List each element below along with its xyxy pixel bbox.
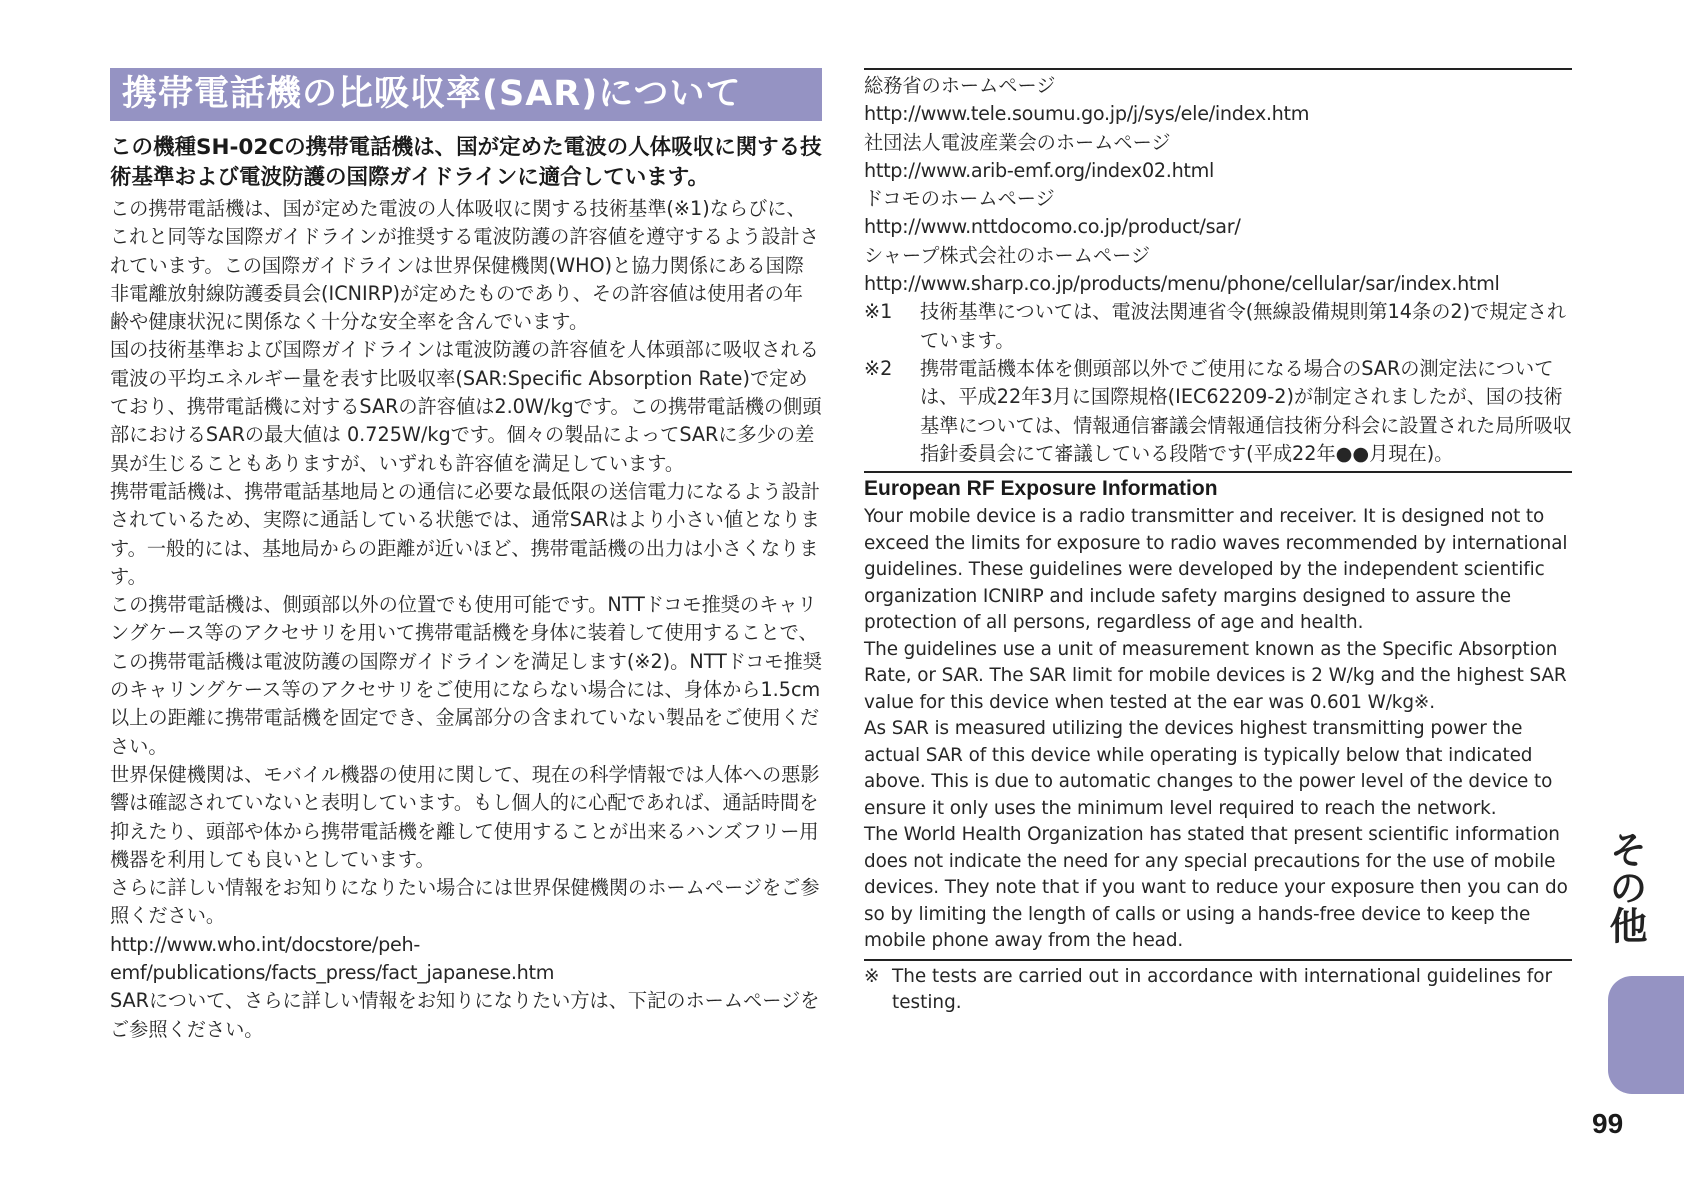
- link-label: ドコモのホームページ: [864, 187, 1055, 211]
- european-rf-section: [864, 471, 1572, 1017]
- link-url: http://www.tele.soumu.go.jp/j/sys/ele/index.htm: [864, 102, 1310, 126]
- link-label: 社団法人電波産業会のホームページ: [864, 130, 1171, 154]
- european-rf-body: [864, 504, 1572, 955]
- european-rf-heading: European RF Exposure Information: [864, 477, 1218, 501]
- footnote-mark: ※: [864, 965, 880, 987]
- en-paragraph: As SAR is measured utilizing the devices highest transmitting power the actual SAR of this device while operating is typically below that indicated above. This is due to automatic changes to the power level of the device to ensure it only uses the minimum level required to reach the network.: [864, 718, 1553, 819]
- lead-statement: この機種SH-02Cの携帯電話機は、国が定めた電波の人体吸収に関する技術基準および電波防護の国際ガイドラインに適合しています。: [110, 135, 822, 190]
- closing-paragraph: SARについて、さらに詳しい情報をお知りになりたい方は、下記のホームページをご参照ください。: [110, 989, 820, 1041]
- right-column: [864, 68, 1572, 1017]
- body-paragraph: 世界保健機関は、モバイル機器の使用に関して、現在の科学情報では人体への悪影響は確認されていないと表明しています。もし個人的に心配であれば、通話時間を抑えたり、頭部や体から携帯電話機を離して使用することが出来るハンズフリー用機器を利用しても良いとしています。: [110, 762, 820, 871]
- body-paragraph: さらに詳しい情報をお知りになりたい場合には世界保健機関のホームページをご参照ください。: [110, 876, 820, 928]
- who-url: http://www.who.int/docstore/peh-emf/publications/facts_press/fact_japanese.htm: [110, 932, 555, 985]
- link-url: http://www.arib-emf.org/index02.html: [864, 158, 1215, 182]
- note-mark: ※2: [864, 356, 893, 380]
- body-paragraph: 携帯電話機は、携帯電話基地局との通信に必要な最低限の送信電力になるよう設計されているため、実際に通話している状態では、通常SARはより小さい値となります。一般的には、基地局からの距離が近いほど、携帯電話機の出力は小さくなります。: [110, 479, 820, 588]
- note-text: 技術基準については、電波法関連省令(無線設備規則第14条の2)で規定されています。: [920, 300, 1567, 352]
- test-footnote: [864, 959, 1572, 1017]
- body-paragraph: この携帯電話機は、側頭部以外の位置でも使用可能です。NTTドコモ推奨のキャリングケース等のアクセサリを用いて携帯電話機を身体に装着して使用することで、この携帯電話機は電波防護の国際ガイドラインを満足します(※2)。NTTドコモ推奨のキャリングケース等のアクセサリをご使用にならない場合には、身体から1.5cm以上の距離に携帯電話機を固定でき、金属部分の含まれていない製品をご使用ください。: [110, 593, 822, 758]
- note-text: 携帯電話機本体を側頭部以外でご使用になる場合のSARの測定法については、平成22年3月に国際規格(IEC62209-2)が制定されましたが、国の技術基準については、情報通信審議会情報通信技術分科会に設置された局所吸収指針委員会にて審議している段階です(平成22年●●月現在)。: [920, 356, 1572, 465]
- note-2: [864, 355, 1572, 468]
- left-body: [110, 195, 822, 1044]
- en-paragraph: The guidelines use a unit of measurement known as the Specific Absorption Rate, or SAR. The SAR limit for mobile devices is 2 W/kg and the highest SAR value for this device when tested at the ear was 0.601 W/kg※.: [864, 638, 1567, 713]
- en-paragraph: Your mobile device is a radio transmitter and receiver. It is designed not to exceed the limits for exposure to radio waves recommended by international guidelines. These guidelines were developed by the independent scientific organization ICNIRP and include safety margins designed to assure the protection of all persons, regardless of age and health.: [864, 506, 1568, 634]
- en-paragraph: The World Health Organization has stated that present scientific information does not indicate the need for any special precautions for the use of mobile devices. They note that if you want to reduce your exposure then you can do so by limiting the length of calls or using a hands-free device to keep the mobile phone away from the head.: [864, 824, 1568, 952]
- link-url: http://www.sharp.co.jp/products/menu/phone/cellular/sar/index.html: [864, 272, 1500, 296]
- section-side-tab: [1608, 976, 1684, 1094]
- link-list: [864, 68, 1572, 468]
- note-mark: ※1: [864, 300, 893, 324]
- body-paragraph: 国の技術基準および国際ガイドラインは電波防護の許容値を人体頭部に吸収される電波の平均エネルギー量を表す比吸収率(SAR:Specific Absorption Rate)で定めており、携帯電話機に対するSARの許容値は2.0W/kgです。この携帯電話機の側頭部におけるSARの最大値は 0.725W/kgです。個々の製品によってSARに多少の差異が生じることもありますが、いずれも許容値を満足しています。: [110, 338, 822, 475]
- link-label: シャープ株式会社のホームページ: [864, 243, 1151, 267]
- body-paragraph: この携帯電話機は、国が定めた電波の人体吸収に関する技術基準(※1)ならびに、これと同等な国際ガイドラインが推奨する電波防護の許容値を遵守するよう設計されています。この国際ガイドラインは世界保健機関(WHO)と協力関係にある国際非電離放射線防護委員会(ICNIRP)が定めたものであり、その許容値は使用者の年齢や健康状況に関係なく十分な安全率を含んでいます。: [110, 197, 819, 334]
- section-title: 携帯電話機の比吸収率(SAR)について: [110, 68, 822, 121]
- page-number: 99: [1592, 1108, 1624, 1139]
- note-1: [864, 298, 1572, 355]
- left-column: [110, 68, 822, 1044]
- link-url: http://www.nttdocomo.co.jp/product/sar/: [864, 215, 1241, 239]
- section-side-label: その他: [1603, 830, 1647, 944]
- link-label: 総務省のホームページ: [864, 74, 1056, 97]
- footnote-text: The tests are carried out in accordance with international guidelines for testing.: [892, 965, 1553, 1014]
